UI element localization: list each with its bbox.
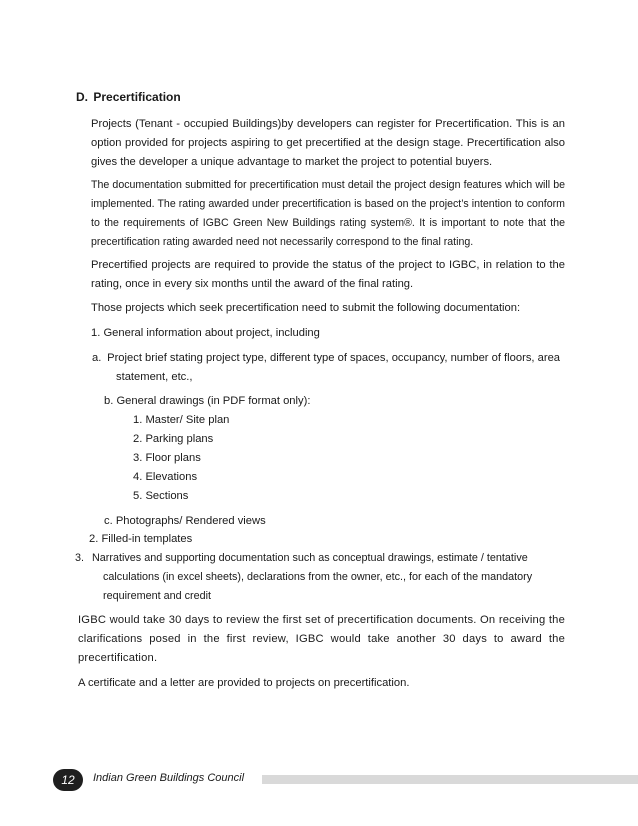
list-text: Master/ Site plan <box>145 414 230 426</box>
paragraph-list-intro: Those projects which seek precertification need to submit the following documentation: <box>91 302 521 314</box>
list-letter: b. <box>104 395 114 407</box>
paragraph-documentation: The documentation submitted for precertification must detail the project design features which will be implemented. The rating awarded under precertification is based on the project’s intention to conform to the requirements of IGBC Green New Buildings rating system®. It is important to note that the precertification rating awarded need not necessarily correspond to the final rating. <box>91 179 565 248</box>
section-letter: D. <box>76 90 88 104</box>
page-number-badge: 12 <box>53 769 83 791</box>
list-item-1 <box>91 324 561 343</box>
drawing-item <box>133 411 229 430</box>
list-text: Elevations <box>145 471 198 483</box>
drawing-item <box>133 449 201 468</box>
list-number: 1. <box>91 327 101 339</box>
list-number: 2. <box>89 533 99 545</box>
list-letter: c. <box>104 515 113 527</box>
drawing-item <box>133 468 197 487</box>
list-text: Sections <box>145 490 189 502</box>
list-text: Floor plans <box>145 452 201 464</box>
paragraph-certificate: A certificate and a letter are provided to projects on precertification. <box>78 677 410 689</box>
section-heading <box>76 90 181 104</box>
list-item-2 <box>89 530 559 549</box>
paragraph-intro: Projects (Tenant - occupied Buildings)by developers can register for Precertification. This is an option provided for projects aspiring to get precertified at the design stage. Precertification also gives the developer a unique advantage to market the project to potential buyers. <box>91 118 565 168</box>
paragraph-status: Precertified projects are required to provide the status of the project to IGBC, in relation to the rating, once in every six months until the award of the final rating. <box>91 259 565 290</box>
list-item-3: 3. Narratives and supporting documentation such as conceptual drawings, estimate / tentative calculations (in excel sheets), declarations from the owner, etc., for each of the mandatory requirement and credit <box>75 552 533 602</box>
list-item-1b <box>104 392 565 411</box>
list-item-1c <box>104 512 565 531</box>
list-text: General information about project, including <box>103 327 320 339</box>
list-number: 4. <box>133 471 143 483</box>
footer-divider-bar <box>262 775 638 784</box>
list-number: 1. <box>133 414 143 426</box>
list-text: Narratives and supporting documentation such as conceptual drawings, estimate / tentative calculations (in excel sheets), declarations from the owner, etc., for each of the mandatory requirement and credit <box>92 552 533 602</box>
list-text: General drawings (in PDF format only): <box>116 395 311 407</box>
drawing-item <box>133 430 213 449</box>
list-number: 2. <box>133 433 143 445</box>
section-title: Precertification <box>93 90 181 104</box>
list-number: 3. <box>133 452 143 464</box>
drawing-item <box>133 487 188 506</box>
list-text: Filled-in templates <box>101 533 193 545</box>
list-text: Photographs/ Rendered views <box>115 515 266 527</box>
paragraph-review-timeline: IGBC would take 30 days to review the first set of precertification documents. On receiving the clarifications posed in the first review, IGBC would take another 30 days to award the precertification. <box>78 614 565 664</box>
list-item-1a: a. Project brief stating project type, different type of spaces, occupancy, number of floors, area statement, etc., <box>92 352 561 383</box>
list-number: 5. <box>133 490 143 502</box>
list-text: Parking plans <box>145 433 214 445</box>
list-text: Project brief stating project type, different type of spaces, occupancy, number of floors, area statement, etc., <box>107 352 561 383</box>
footer-organization: Indian Green Buildings Council <box>93 772 245 784</box>
